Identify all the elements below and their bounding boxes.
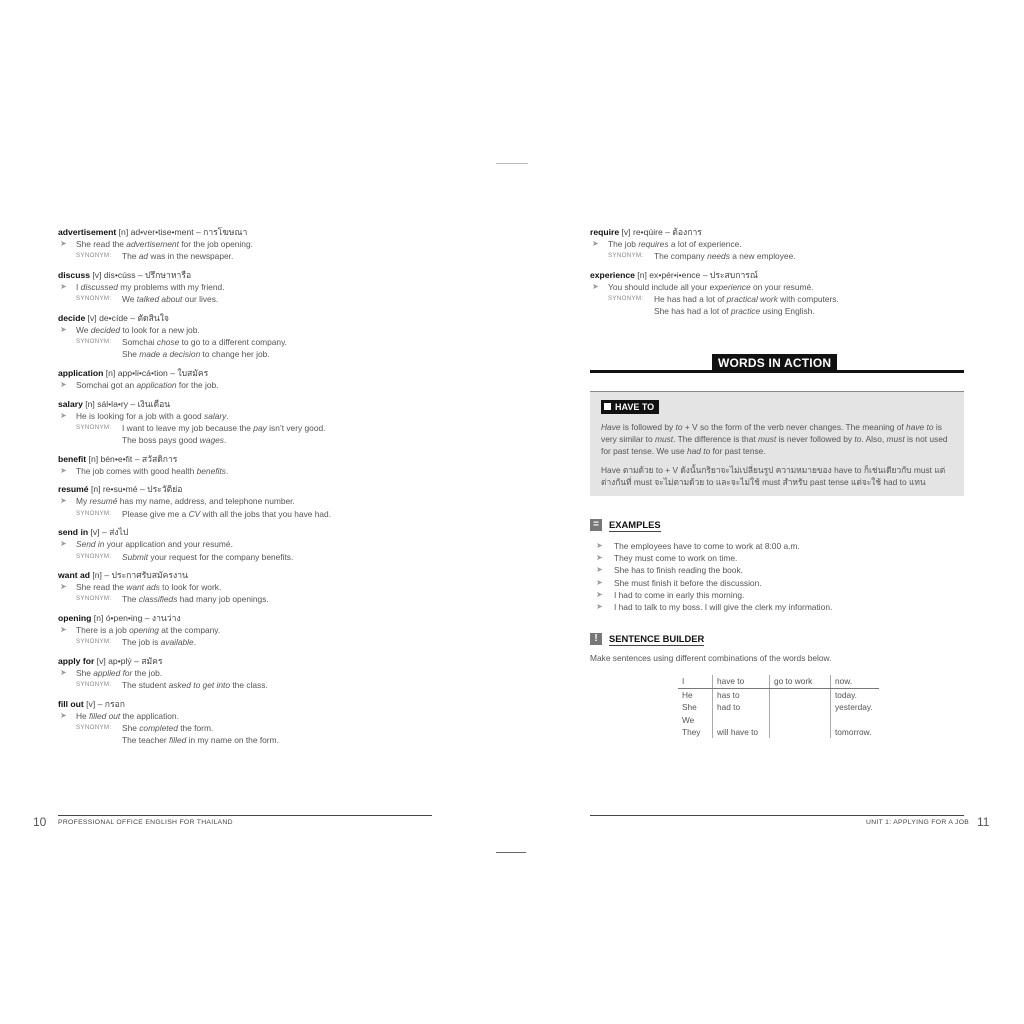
example-sentence bbox=[58, 324, 438, 336]
headword: opening bbox=[58, 613, 92, 624]
synonym-sentence bbox=[590, 305, 970, 317]
emphasized-text: pay bbox=[253, 422, 267, 433]
pronunciation-and-translation: [n] sál•la•ry – เงินเดือน bbox=[82, 398, 171, 409]
text-run: I want to leave my job because the bbox=[122, 422, 254, 433]
synonym-label: SYNONYM: bbox=[76, 552, 112, 560]
emphasized-text: wages bbox=[199, 435, 224, 446]
example-text: She has to finish reading the book. bbox=[614, 565, 743, 576]
arrow-icon: ➤ bbox=[60, 496, 67, 506]
synonym-sentence bbox=[58, 422, 438, 434]
arrow-icon: ➤ bbox=[596, 602, 603, 612]
text-run: had many job openings. bbox=[177, 594, 269, 605]
exclamation-icon: ! bbox=[590, 633, 602, 645]
headword: want ad bbox=[58, 570, 90, 581]
example-sentence bbox=[58, 581, 438, 593]
text-run: with computers. bbox=[777, 294, 839, 305]
pronunciation-and-translation: [n] re•su•mé – ประวัติย่อ bbox=[88, 484, 183, 495]
text-run: the class. bbox=[230, 680, 268, 691]
text-run: to go to a different company. bbox=[179, 337, 287, 348]
emphasized-text: advertisement bbox=[126, 239, 179, 249]
arrow-icon: ➤ bbox=[60, 625, 67, 635]
vocab-entry bbox=[58, 367, 438, 391]
text-run: our lives. bbox=[182, 294, 219, 305]
emphasized-text: talked about bbox=[136, 294, 183, 305]
table-cell: had to bbox=[713, 701, 770, 713]
emphasized-text: practical work bbox=[726, 294, 778, 305]
text-run: has my name, address, and telephone number. bbox=[117, 496, 295, 507]
text-run: . bbox=[226, 410, 229, 421]
table-cell: We bbox=[682, 714, 695, 725]
text-run: The job is bbox=[122, 637, 161, 648]
pronunciation-and-translation: [n] ó•pen•ing – งานว่าง bbox=[91, 613, 181, 624]
synonym-sentence bbox=[58, 434, 438, 446]
text-run: The bbox=[122, 251, 139, 262]
text-run: We bbox=[122, 294, 137, 305]
synonym-label: SYNONYM: bbox=[76, 724, 112, 732]
emphasized-text: available bbox=[160, 637, 194, 648]
synonym-label: SYNONYM: bbox=[608, 295, 644, 303]
text-run: The student bbox=[122, 680, 169, 691]
text-run: He has had a lot of bbox=[654, 294, 727, 305]
sentence-builder-instruction: Make sentences using different combinations of the words below. bbox=[590, 653, 832, 663]
emphasized-text: salary bbox=[204, 410, 227, 421]
arrow-icon: ➤ bbox=[596, 577, 603, 587]
text-run: The job bbox=[608, 239, 639, 249]
entry-headword bbox=[58, 312, 438, 324]
text-run: + V so the form of the verb never changes. The meaning of bbox=[682, 422, 907, 432]
table-cell bbox=[770, 701, 831, 713]
emphasized-text: Send in bbox=[76, 539, 105, 550]
text-run: She read the bbox=[76, 582, 127, 593]
pronunciation-and-translation: [v] de•cíde – ตัดสินใจ bbox=[85, 312, 169, 323]
synonym-sentence bbox=[590, 250, 970, 262]
synonym-sentence bbox=[58, 722, 438, 734]
example-item bbox=[590, 552, 964, 564]
footer-rule bbox=[58, 815, 432, 816]
text-run: is very similar to bbox=[601, 422, 942, 445]
have-to-label-text: HAVE TO bbox=[615, 402, 655, 412]
vocabulary-list bbox=[58, 226, 438, 753]
text-run: for past tense. bbox=[710, 446, 766, 457]
arrow-icon: ➤ bbox=[596, 589, 603, 599]
text-run: . bbox=[223, 435, 227, 446]
have-to-box bbox=[590, 391, 964, 496]
vocab-entry bbox=[58, 698, 438, 747]
text-run: on your resumé. bbox=[750, 281, 814, 292]
text-run: The job comes with good health bbox=[76, 465, 197, 476]
text-run: She bbox=[76, 668, 94, 679]
emphasized-text: to bbox=[675, 422, 683, 432]
text-run: is followed by bbox=[620, 422, 676, 432]
arrow-icon: ➤ bbox=[60, 281, 67, 291]
text-run: for the job opening. bbox=[178, 239, 253, 249]
table-cell bbox=[770, 714, 831, 726]
english-explanation bbox=[601, 421, 953, 458]
synonym-sentence bbox=[58, 593, 438, 605]
entry-headword bbox=[58, 569, 438, 581]
emphasized-text: opening bbox=[129, 625, 159, 636]
table-cell bbox=[770, 726, 831, 738]
arrow-icon: ➤ bbox=[60, 710, 67, 720]
table-cell: tomorrow. bbox=[831, 726, 880, 738]
example-sentence bbox=[590, 238, 970, 250]
entry-headword bbox=[58, 226, 438, 238]
text-run: using English. bbox=[760, 306, 815, 317]
emphasized-text: experience bbox=[709, 281, 751, 292]
emphasized-text: asked to get into bbox=[168, 680, 231, 691]
headword: salary bbox=[58, 398, 83, 409]
text-run: You should include all your bbox=[608, 281, 710, 292]
example-sentence bbox=[58, 624, 438, 636]
pronunciation-and-translation: [v] ap•plý – สมัคร bbox=[94, 656, 163, 667]
synonym-sentence bbox=[58, 636, 438, 648]
vocab-entry bbox=[58, 526, 438, 562]
arrow-icon: ➤ bbox=[60, 410, 67, 420]
example-sentence bbox=[58, 667, 438, 679]
example-sentence bbox=[58, 538, 438, 550]
text-run: She bbox=[122, 349, 140, 360]
example-text: She must finish it before the discussion. bbox=[614, 577, 762, 588]
emphasized-text: requires bbox=[638, 239, 669, 249]
emphasized-text: filled bbox=[169, 735, 187, 746]
headword: discuss bbox=[58, 269, 91, 280]
text-run: We bbox=[76, 324, 91, 335]
synonym-label: SYNONYM: bbox=[76, 423, 112, 431]
emphasized-text: chose bbox=[156, 337, 180, 348]
entry-headword bbox=[58, 526, 438, 538]
running-footer: UNIT 1: APPLYING FOR A JOB bbox=[866, 819, 970, 826]
entry-headword bbox=[58, 269, 438, 281]
example-item bbox=[590, 589, 964, 601]
text-run: Somchai got an bbox=[76, 379, 137, 390]
arrow-icon: ➤ bbox=[60, 379, 67, 389]
synonym-label: SYNONYM: bbox=[76, 681, 112, 689]
synonym-sentence bbox=[58, 508, 438, 520]
example-item bbox=[590, 540, 964, 552]
table-cell: He bbox=[682, 690, 693, 701]
text-run: a lot of experience. bbox=[668, 239, 742, 249]
entry-headword bbox=[58, 612, 438, 624]
pronunciation-and-translation: [n] – ประกาศรับสมัครงาน bbox=[90, 570, 188, 581]
text-run: is never followed by bbox=[776, 434, 855, 445]
example-item bbox=[590, 577, 964, 589]
table-row bbox=[678, 714, 879, 726]
emphasized-text: practice bbox=[730, 306, 761, 317]
synonym-sentence bbox=[58, 250, 438, 262]
section-title: WORDS IN ACTION bbox=[712, 354, 837, 372]
arrow-icon: ➤ bbox=[60, 539, 67, 549]
text-run: the application. bbox=[120, 710, 179, 721]
arrow-icon: ➤ bbox=[60, 465, 67, 475]
emphasized-text: must bbox=[758, 434, 777, 445]
headword: fill out bbox=[58, 698, 84, 709]
vocab-entry bbox=[590, 226, 970, 262]
example-text: They must come to work on time. bbox=[614, 553, 738, 564]
vocab-entry bbox=[58, 269, 438, 305]
text-run: She has had a lot of bbox=[654, 306, 731, 317]
entry-headword bbox=[590, 226, 970, 238]
arrow-icon: ➤ bbox=[60, 239, 67, 248]
page-number: 10 bbox=[33, 815, 47, 829]
emphasized-text: made a decision bbox=[139, 349, 201, 360]
text-run: . bbox=[193, 637, 197, 648]
emphasized-text: want ads bbox=[126, 582, 160, 593]
text-run: . bbox=[225, 465, 229, 476]
pronunciation-and-translation: [v] re•qúire – ต้องการ bbox=[619, 227, 702, 237]
footer-rule bbox=[590, 815, 964, 816]
vocab-entry bbox=[58, 655, 438, 691]
headword: resumé bbox=[58, 484, 89, 495]
emphasized-text: completed bbox=[139, 723, 178, 734]
vocab-entry bbox=[58, 483, 438, 519]
emphasized-text: Submit bbox=[122, 551, 149, 562]
table-cell: will have to bbox=[713, 726, 770, 738]
emphasized-text: to bbox=[854, 434, 862, 445]
example-text: I had to come in early this morning. bbox=[614, 589, 745, 600]
arrow-icon: ➤ bbox=[592, 239, 599, 248]
text-run: He bbox=[76, 710, 90, 721]
text-run: The bbox=[122, 594, 139, 605]
text-run: in my name on the form. bbox=[186, 735, 279, 746]
emphasized-text: decided bbox=[90, 324, 121, 335]
emphasized-text: classifieds bbox=[138, 594, 178, 605]
emphasized-text: discussed bbox=[80, 281, 118, 292]
entry-headword bbox=[58, 698, 438, 710]
emphasized-text: Have bbox=[601, 422, 621, 432]
entry-headword bbox=[58, 483, 438, 495]
table-cell: yesterday. bbox=[831, 701, 880, 713]
emphasized-text: filled out bbox=[89, 710, 121, 721]
pronunciation-and-translation: [n] ad•ver•tise•ment – การโฆษณา bbox=[116, 227, 248, 237]
running-footer: PROFESSIONAL OFFICE ENGLISH FOR THAILAND bbox=[58, 819, 233, 826]
text-run: The boss pays good bbox=[122, 435, 200, 446]
headword: apply for bbox=[58, 656, 95, 667]
entry-headword bbox=[590, 269, 970, 281]
emphasized-text: needs bbox=[707, 251, 730, 262]
thai-explanation: Have ตามด้วย to + V ดังนั้นกริยาจะไม่เปลี่ยนรูป ความหมายของ have to ก็เช่นเดียวกับ must แต่ต่างกันที่ must จะไม่ตามด้วย to และจะไม่ใช้ must สำหรับ past tense แต่จะใช้ had to แทน bbox=[601, 464, 946, 487]
section-title: SENTENCE BUILDER bbox=[609, 632, 705, 644]
emphasized-text: benefits bbox=[196, 465, 226, 476]
vocab-entry bbox=[58, 312, 438, 361]
table-row bbox=[678, 701, 879, 713]
table-cell bbox=[713, 714, 770, 726]
square-icon bbox=[604, 403, 611, 410]
table-cell: I bbox=[678, 675, 713, 689]
entry-headword bbox=[58, 655, 438, 667]
table-cell: She bbox=[682, 702, 697, 713]
text-run: to look for a new job. bbox=[120, 324, 200, 335]
synonym-label: SYNONYM: bbox=[76, 295, 112, 303]
text-run: My bbox=[76, 496, 90, 507]
headword: benefit bbox=[58, 453, 87, 464]
synonym-label: SYNONYM: bbox=[76, 595, 112, 603]
emphasized-text: had to bbox=[686, 446, 711, 457]
vocabulary-list bbox=[590, 226, 970, 324]
synonym-label: SYNONYM: bbox=[608, 252, 644, 260]
vocab-entry bbox=[590, 269, 970, 318]
synonym-sentence bbox=[58, 336, 438, 348]
arrow-icon: ➤ bbox=[60, 582, 67, 592]
headword: decide bbox=[58, 312, 86, 323]
examples-list bbox=[590, 540, 964, 613]
headword: send in bbox=[58, 527, 89, 538]
table-row bbox=[678, 675, 879, 689]
table-cell bbox=[770, 689, 831, 702]
text-run: for the job. bbox=[176, 379, 219, 390]
table-row bbox=[678, 726, 879, 738]
emphasized-text: have to bbox=[906, 422, 934, 432]
vocab-entry bbox=[58, 226, 438, 262]
arrow-icon: ➤ bbox=[596, 541, 603, 550]
table-row bbox=[678, 689, 879, 702]
text-run: was in the newspaper. bbox=[148, 251, 234, 262]
example-text: I had to talk to my boss. I will give the clerk my information. bbox=[614, 602, 833, 613]
equals-icon: = bbox=[590, 519, 602, 531]
text-run: The company bbox=[654, 251, 708, 262]
examples-header bbox=[590, 518, 661, 532]
vocab-entry bbox=[58, 569, 438, 605]
words-in-action-header bbox=[590, 352, 964, 374]
text-run: isn’t very good. bbox=[266, 422, 326, 433]
text-run: She read the bbox=[76, 239, 127, 249]
table-cell: now. bbox=[831, 675, 880, 689]
arrow-icon: ➤ bbox=[596, 553, 603, 563]
text-run: He is looking for a job with a good bbox=[76, 410, 205, 421]
sentence-builder-header bbox=[590, 632, 704, 646]
synonym-label: SYNONYM: bbox=[76, 509, 112, 517]
text-run: I bbox=[76, 281, 81, 292]
synonym-sentence bbox=[58, 348, 438, 360]
pronunciation-and-translation: [v] – ส่งไป bbox=[88, 527, 129, 538]
headword: application bbox=[58, 367, 104, 378]
headword: advertisement bbox=[58, 227, 117, 237]
emphasized-text: must bbox=[654, 434, 674, 445]
synonym-sentence bbox=[58, 293, 438, 305]
text-run: She bbox=[122, 723, 140, 734]
table-cell: They bbox=[682, 726, 701, 737]
arrow-icon: ➤ bbox=[60, 324, 67, 334]
example-sentence bbox=[58, 379, 438, 391]
have-to-explanation bbox=[601, 421, 953, 494]
pronunciation-and-translation: [v] dis•cúss – ปรึกษาหารือ bbox=[90, 269, 192, 280]
emphasized-text: CV bbox=[188, 508, 201, 519]
example-sentence bbox=[58, 238, 438, 250]
example-sentence bbox=[58, 465, 438, 477]
text-run: my problems with my friend. bbox=[117, 281, 225, 292]
headword: require bbox=[590, 227, 620, 237]
example-sentence bbox=[58, 710, 438, 722]
synonym-label: SYNONYM: bbox=[76, 338, 112, 346]
text-run: your request for the company benefits. bbox=[148, 551, 294, 562]
pronunciation-and-translation: [n] bén•e•fit – สวัสดิการ bbox=[86, 453, 178, 464]
arrow-icon: ➤ bbox=[60, 668, 67, 678]
emphasized-text: must bbox=[886, 434, 905, 445]
text-run: with all the jobs that you have had. bbox=[200, 508, 332, 519]
emphasized-text: application bbox=[136, 379, 177, 390]
table-cell: have to bbox=[713, 675, 770, 689]
text-run: at the company. bbox=[158, 625, 221, 636]
text-run: Please give me a bbox=[122, 508, 189, 519]
text-run: . Also, bbox=[861, 434, 887, 445]
text-run: the form. bbox=[177, 723, 214, 734]
emphasized-text: ad bbox=[138, 251, 149, 262]
page-number: 11 bbox=[977, 815, 990, 829]
text-run: is not used for past tense. We use bbox=[601, 434, 948, 457]
example-sentence bbox=[58, 495, 438, 507]
example-sentence bbox=[58, 281, 438, 293]
vocab-entry bbox=[58, 398, 438, 447]
sentence-builder-table bbox=[678, 675, 879, 738]
text-run: Somchai bbox=[122, 337, 157, 348]
table-cell: go to work bbox=[770, 675, 831, 689]
text-run: to look for work. bbox=[159, 582, 222, 593]
arrow-icon: ➤ bbox=[596, 565, 603, 575]
synonym-label: SYNONYM: bbox=[76, 252, 112, 260]
table-cell: has to bbox=[713, 689, 770, 702]
example-text: The employees have to come to work at 8:00 a.m. bbox=[614, 541, 800, 551]
text-run: a new employee. bbox=[729, 251, 796, 262]
example-sentence bbox=[590, 281, 970, 293]
text-run: The teacher bbox=[122, 735, 170, 746]
arrow-icon: ➤ bbox=[592, 281, 599, 291]
text-run: . The difference is that bbox=[673, 434, 759, 445]
example-item bbox=[590, 564, 964, 576]
section-title: EXAMPLES bbox=[609, 518, 661, 530]
right-page bbox=[512, 0, 1024, 1024]
example-sentence bbox=[58, 410, 438, 422]
emphasized-text: resumé bbox=[89, 496, 118, 507]
text-run: There is a job bbox=[76, 625, 130, 636]
emphasized-text: applied for bbox=[93, 668, 133, 679]
entry-headword bbox=[58, 367, 438, 379]
entry-headword bbox=[58, 453, 438, 465]
example-item bbox=[590, 601, 964, 613]
pronunciation-and-translation: [n] app•li•cá•tion – ใบสมัคร bbox=[103, 367, 209, 378]
table-cell bbox=[831, 714, 880, 726]
entry-headword bbox=[58, 398, 438, 410]
synonym-label: SYNONYM: bbox=[76, 638, 112, 646]
table-cell: today. bbox=[831, 689, 880, 702]
synonym-sentence bbox=[58, 679, 438, 691]
synonym-sentence bbox=[590, 293, 970, 305]
synonym-sentence bbox=[58, 551, 438, 563]
synonym-sentence bbox=[58, 734, 438, 746]
pronunciation-and-translation: [v] – กรอก bbox=[83, 698, 125, 709]
vocab-entry bbox=[58, 612, 438, 648]
have-to-label bbox=[601, 400, 659, 414]
text-run: your application and your resumé. bbox=[104, 539, 233, 550]
bottom-divider bbox=[496, 852, 526, 853]
headword: experience bbox=[590, 269, 635, 280]
text-run: the job. bbox=[132, 668, 163, 679]
box-top-rule bbox=[590, 391, 964, 392]
vocab-entry bbox=[58, 453, 438, 477]
pronunciation-and-translation: [n] ex•pér•i•ence – ประสบการณ์ bbox=[634, 269, 758, 280]
text-run: to change her job. bbox=[200, 349, 270, 360]
